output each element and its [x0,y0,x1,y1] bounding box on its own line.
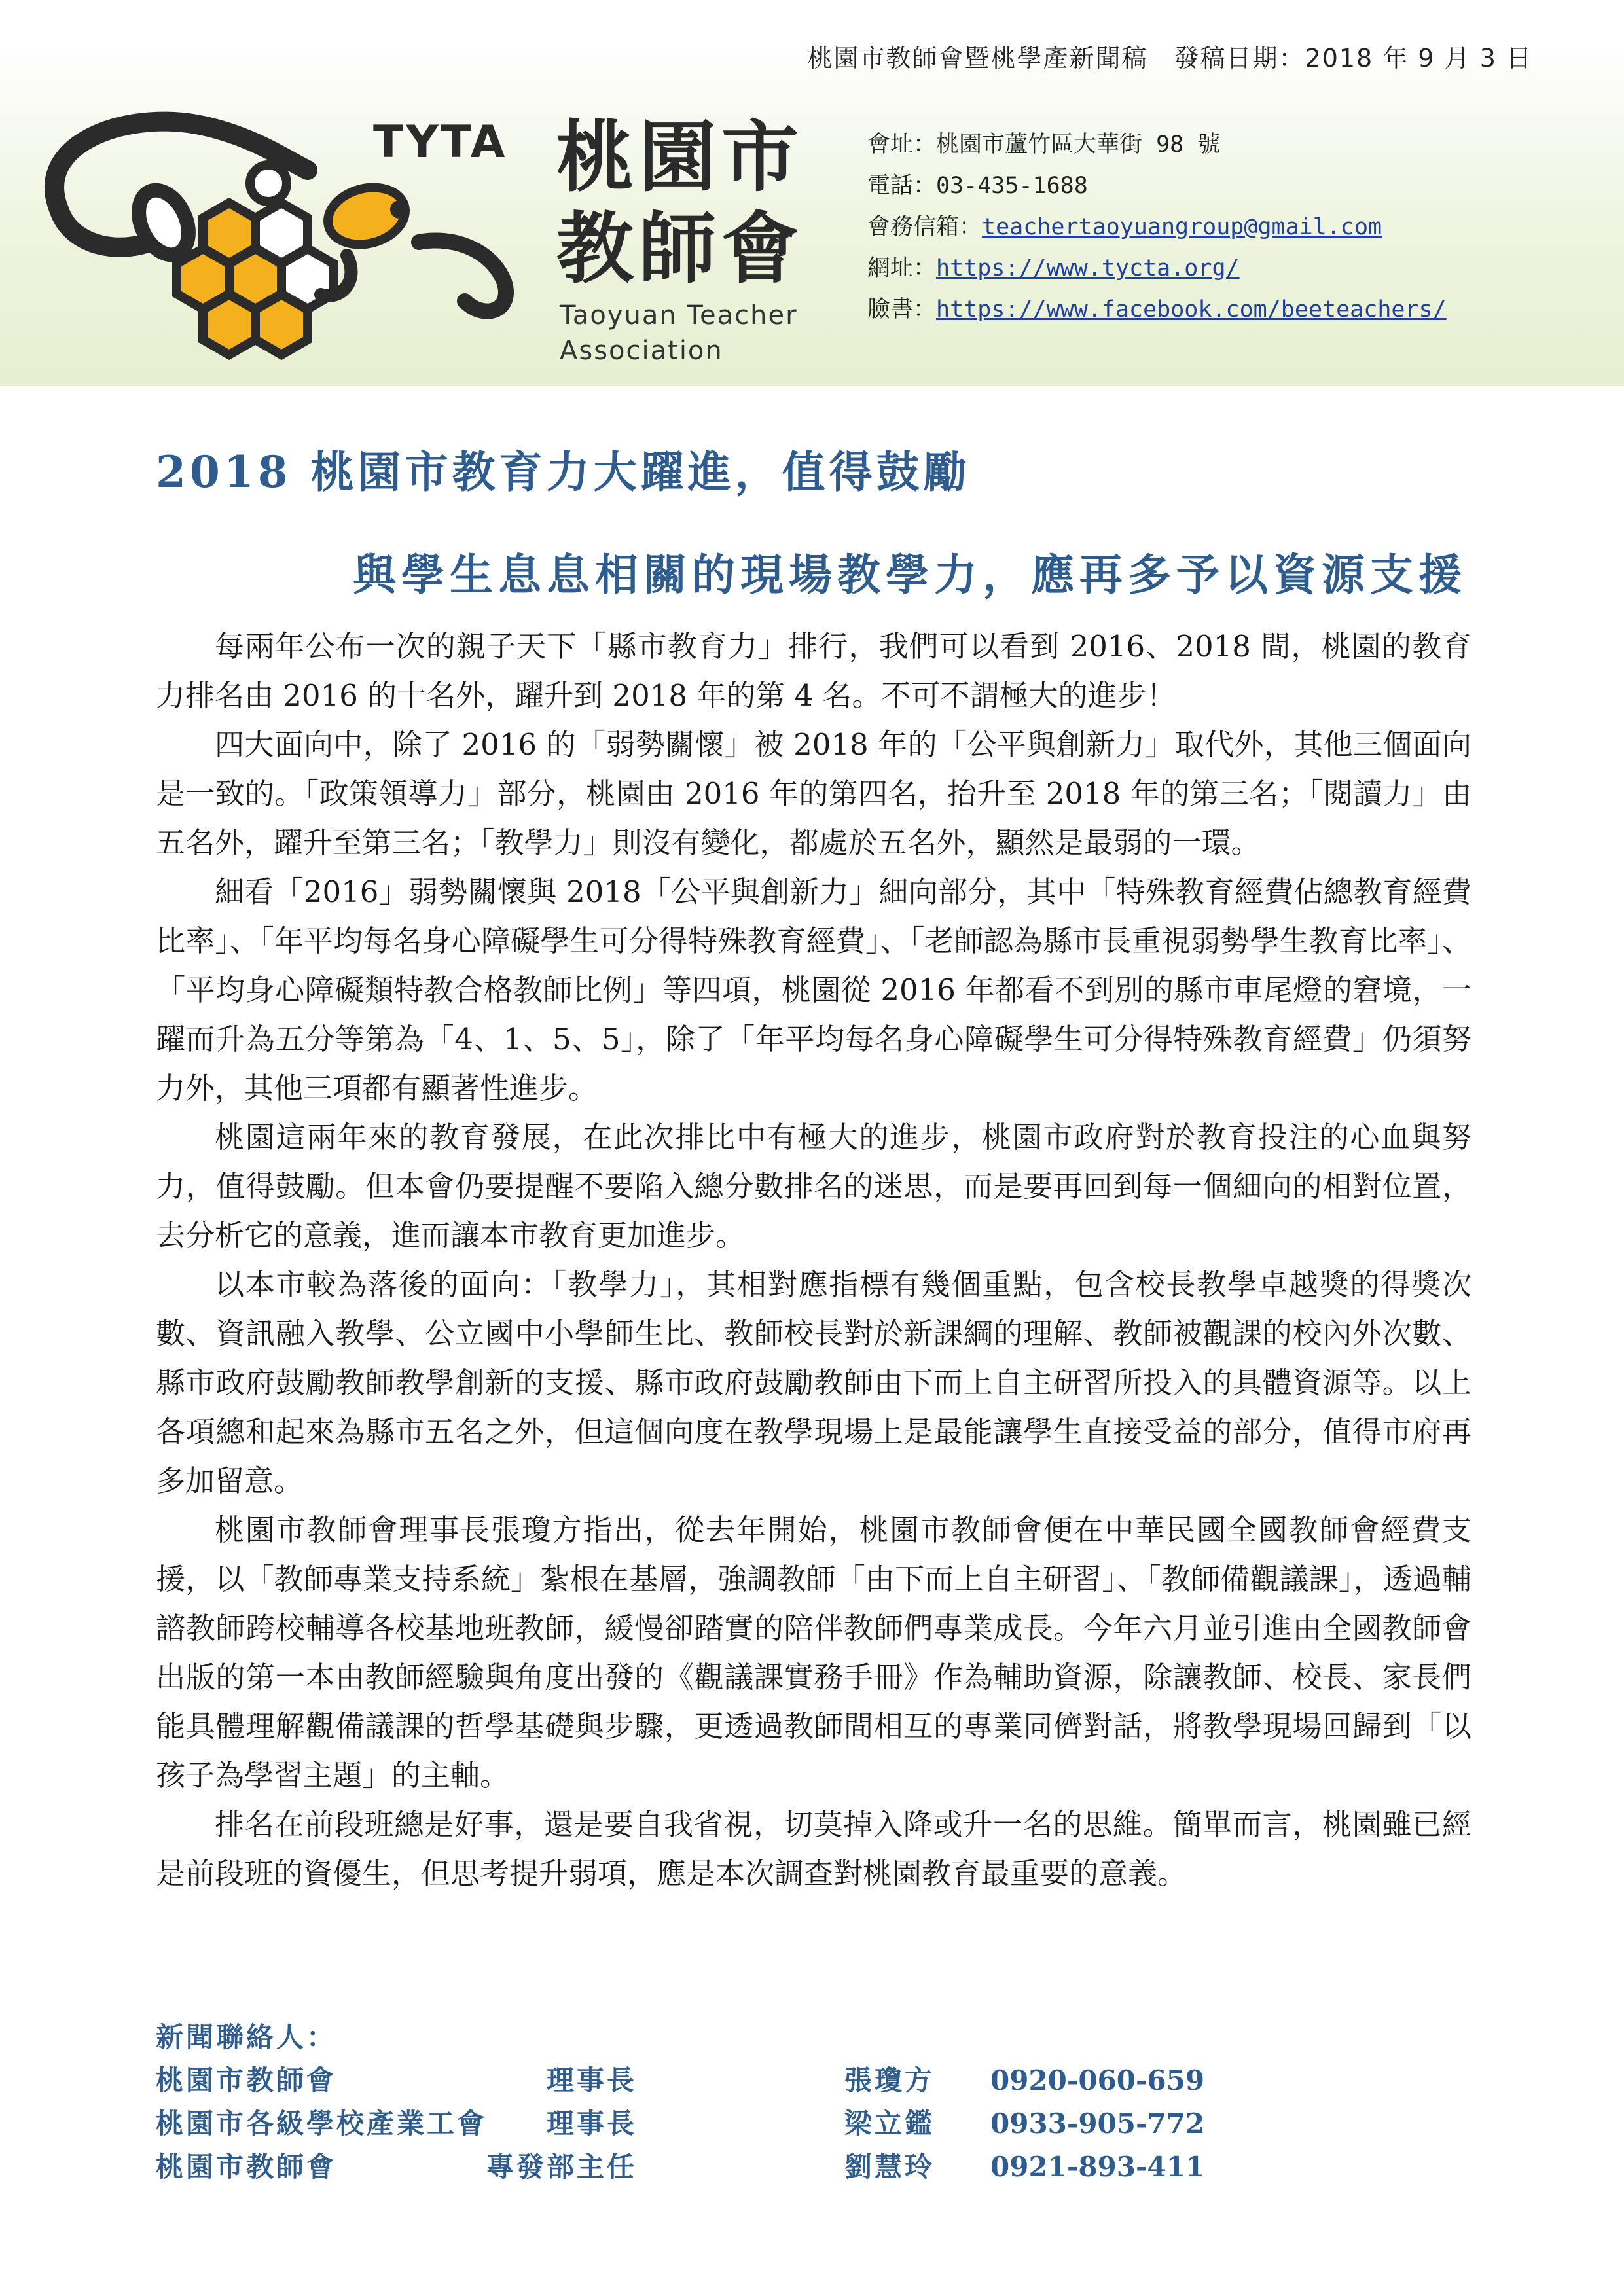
paragraph: 桃園市教師會理事長張瓊方指出，從去年開始，桃園市教師會便在中華民國全國教師會經費支援，以「教師專業支持系統」紮根在基層，強調教師「由下而上自主研習」、「教師備觀議課」，透過輔諮教師跨校輔導各校基地班教師，緩慢卻踏實的陪伴教師們專業成長。今年六月並引進由全國教師會出版的第一本由教師經驗與角度出發的《觀議課實務手冊》作為輔助資源，除讓教師、校長、家長們能具體理解觀備議課的哲學基礎與步驟，更透過教師間相互的專業同儕對話，將教學現場回歸到「以孩子為學習主題」的主軸。 [156,1513,1471,1793]
org-name-line1: 桃園市 [556,112,804,202]
contact-website: 網址：https://www.tycta.org/ [867,255,1240,281]
paragraph: 四大面向中，除了 2016 的「弱勢關懷」被 2018 年的「公平與創新力」取代外，其他三個面向是一致的。「政策領導力」部分，桃園由 2016 年的第四名，抬升至 2018 年的第三名；「閱讀力」由五名外，躍升至第三名；「教學力」則沒有變化，都處於五名外，顯然是最弱的一環。 [156,727,1471,860]
logo-text-tyta: TYTA [373,117,508,168]
contact-email: 會務信箱：teachertaoyuangroup@gmail.com [867,214,1382,240]
article-subtitle: 與學生息息相關的現場教學力，應再多予以資源支援 [353,549,1467,600]
press-contact-row [156,2145,1399,2189]
article-body [156,622,1471,1898]
paragraph: 以本市較為落後的面向：「教學力」，其相對應指標有幾個重點，包含校長教學卓越獎的得獎次數、資訊融入教學、公立國中小學師生比、教師校長對於新課綱的理解、教師被觀課的校內外次數、縣市政府鼓勵教師教學創新的支援、縣市政府鼓勵教師由下而上自主研習所投入的具體資源等。以上各項總和起來為縣市五名之外，但這個向度在教學現場上是最能讓學生直接受益的部分，值得市府再多加留意。 [156,1267,1471,1498]
contact-phone-number: 0920-060-659 [990,2064,1205,2096]
contact-phone-number: 0933-905-772 [990,2108,1205,2140]
contact-role: 專發部主任 [486,2151,637,2183]
paragraph: 排名在前段班總是好事，還是要自我省視，切莫掉入降或升一名的思維。簡單而言，桃園雖已經是前段班的資優生，但思考提升弱項，應是本次調查對桃園教育最重要的意義。 [156,1807,1471,1891]
facebook-link[interactable]: https://www.facebook.com/beeteachers/ [936,296,1447,323]
article-title: 2018 桃園市教育力大躍進，值得鼓勵 [156,446,971,497]
paragraph: 每兩年公布一次的親子天下「縣市教育力」排行，我們可以看到 2016、2018 間，桃園的教育力排名由 2016 的十名外，躍升到 2018 年的第 4 名。不可不謂極大的進步！ [156,629,1471,713]
contact-org: 桃園市各級學校產業工會 [156,2108,488,2140]
contact-org: 桃園市教師會 [156,2064,337,2096]
press-contact-row [156,2102,1399,2145]
contact-address: 會址：桃園市蘆竹區大華街 98 號 [867,132,1221,158]
paragraph: 細看「2016」弱勢關懷與 2018「公平與創新力」細向部分，其中「特殊教育經費佔總教育經費比率」、「年平均每名身心障礙學生可分得特殊教育經費」、「老師認為縣市長重視弱勢學生教育比率」、「平均身心障礙類特教合格教師比例」等四項，桃園從 2016 年都看不到別的縣市車尾燈的窘境，一躍而升為五分等第為「4、1、5、5」，除了「年平均每名身心障礙學生可分得特殊教育經費」仍須努力外，其他三項都有顯著性進步。 [156,874,1471,1105]
contact-info [867,124,1447,331]
contact-role: 理事長 [546,2108,637,2140]
org-en-line1: Taoyuan Teacher [560,300,798,331]
org-en-line2: Association [560,336,723,366]
tyta-bee-logo [33,85,556,373]
contact-phone: 電話：03-435-1688 [867,173,1088,199]
contact-org: 桃園市教師會 [156,2151,337,2183]
org-name-line2: 教師會 [556,204,804,294]
contact-person: 梁立鑑 [844,2108,935,2140]
press-contact-row [156,2059,1399,2102]
contact-facebook: 臉書：https://www.facebook.com/beeteachers/ [867,296,1447,323]
website-link[interactable]: https://www.tycta.org/ [936,255,1240,281]
release-info [808,38,1532,74]
email-link[interactable]: teachertaoyuangroup@gmail.com [982,214,1382,240]
org-name-english [560,298,821,368]
release-source: 桃園市教師會暨桃學產新聞稿 [807,44,1148,73]
contact-phone-number: 0921-893-411 [990,2151,1205,2183]
paragraph: 桃園這兩年來的教育發展，在此次排比中有極大的進步，桃園市政府對於教育投注的心血與努力，值得鼓勵。但本會仍要提醒不要陷入總分數排名的迷思，而是要再回到每一個細向的相對位置，去分析它的意義，進而讓本市教育更加進步。 [156,1120,1471,1253]
contact-person: 張瓊方 [844,2064,935,2096]
contact-role: 理事長 [546,2064,637,2096]
press-contacts [156,2016,1399,2189]
org-name [556,111,831,295]
contact-person: 劉慧玲 [844,2151,935,2183]
release-date: 發稿日期：2018 年 9 月 3 日 [1174,44,1532,73]
press-contacts-heading: 新聞聯絡人： [156,2021,337,2053]
